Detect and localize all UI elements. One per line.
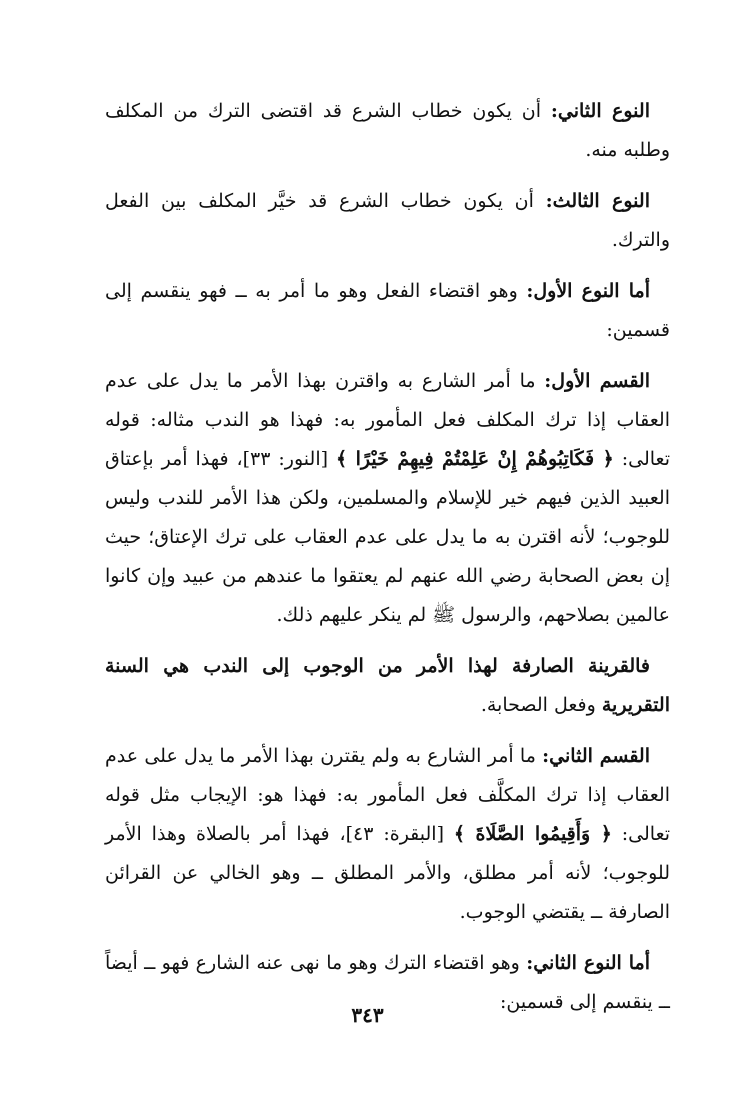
paragraph-heading: النوع الثاني: <box>550 100 650 122</box>
paragraph-text-continued: [البقرة: ٤٣]، فهذا أمر بالصلاة وهذا الأمر للوجوب؛ لأنه أمر مطلق، والأمر المطلق ــ وهو الخالي عن القرائن الصارفة ــ يقتضي الوجوب. <box>105 823 670 923</box>
paragraph-heading: النوع الثالث: <box>545 190 650 212</box>
paragraph-heading: فالقرينة الصارفة لهذا الأمر من الوجوب إلى الندب هي السنة التقريرية <box>105 655 670 716</box>
paragraph-heading: أما النوع الأول: <box>526 280 650 302</box>
paragraph-text: ما أمر الشارع به واقترن بهذا الأمر ما يدل على عدم العقاب إذا ترك المكلف فعل المأمور به: فهذا هو الندب مثاله: قوله تعالى: <box>105 370 670 470</box>
paragraph-heading: القسم الأول: <box>544 370 651 392</box>
paragraph-text: أن يكون خطاب الشرع قد خيَّر المكلف بين الفعل والترك. <box>105 190 670 251</box>
paragraph-text: وفعل الصحابة. <box>480 694 602 716</box>
paragraph-text: أن يكون خطاب الشرع قد اقتضى الترك من المكلف وطلبه منه. <box>105 100 670 161</box>
quran-verse: ﴿ وَأَقِيمُوا الصَّلَاةَ ﴾ <box>453 823 612 845</box>
page-number: ٣٤٣ <box>351 1003 384 1027</box>
paragraph-heading: أما النوع الثاني: <box>526 952 650 974</box>
paragraph-text: ما أمر الشارع به ولم يقترن بهذا الأمر ما يدل على عدم العقاب إذا ترك المكلَّف فعل المأمور به: فهذا هو: الإيجاب مثل قوله تعالى: <box>105 745 671 845</box>
paragraph-section-two <box>105 737 670 932</box>
paragraph-heading: القسم الثاني: <box>542 745 650 767</box>
paragraph-type-one <box>105 272 670 350</box>
paragraph-type-three <box>105 182 670 260</box>
paragraph-section-one <box>105 362 670 635</box>
paragraph-conclusion <box>105 647 670 725</box>
quran-verse: ﴿ فَكَاتِبُوهُمْ إِنْ عَلِمْتُمْ فِيهِمْ خَيْرًا ﴾ <box>335 448 614 470</box>
paragraph-text: وهو اقتضاء الفعل وهو ما أمر به ــ فهو ينقسم إلى قسمين: <box>105 280 670 341</box>
page-body <box>105 92 670 1034</box>
paragraph-text: وهو اقتضاء الترك وهو ما نهى عنه الشارع فهو ــ أيضاً ــ ينقسم إلى قسمين: <box>105 952 670 1013</box>
paragraph-type-two <box>105 92 670 170</box>
paragraph-text-continued: [النور: ٣٣]، فهذا أمر بإعتاق العبيد الذين فيهم خير للإسلام والمسلمين، ولكن هذا الأمر للندب وليس للوجوب؛ لأنه اقترن به ما يدل على عدم العقاب على ترك الإعتاق؛ حيث إن بعض الصحابة رضي الله عنهم لم يعتقوا ما عندهم من عبيد وإن كانوا عالمين بصلاحهم، والرسول ﷺ لم ينكر عليهم ذلك. <box>105 448 670 626</box>
